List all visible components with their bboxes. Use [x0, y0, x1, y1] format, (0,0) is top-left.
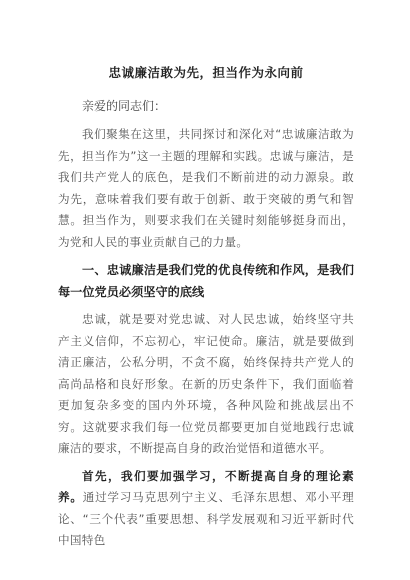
greeting: 亲爱的同志们： [82, 99, 167, 113]
section-1-paragraph: 忠诚，就是要对党忠诚、对人民忠诚，始终坚守共产主义信仰，不忘初心，牢记使命。廉洁，就是要做到清正廉洁，公私分明，不贪不腐，始终保持共产党人的高尚品格和良好形象。在新的历史条件下，我们面临着更加复杂多变的国内外环境，各种风险和挑战层出不穷。这就要求我们每一位党员都要更加自觉地践行忠诚廉洁的要求，不断提高自身的政治觉悟和道德水平。 [58, 312, 354, 455]
firstly-paragraph [58, 466, 354, 552]
firstly-body: 通过学习马克思列宁主义、毛泽东思想、邓小平理论、“三个代表”重要思想、科学发展观和习近平新时代中国特色 [58, 490, 354, 547]
section-1-heading: 一、忠诚廉洁是我们党的优良传统和作风，是我们每一位党员必须坚守的底线 [58, 263, 354, 299]
firstly-lead: 首先，我们要加强学习，不断提高自身的理论素养。 [58, 468, 354, 504]
document-title: 忠诚廉洁敢为先，担当作为永向前 [108, 65, 304, 80]
intro-paragraph: 我们聚集在这里，共同探讨和深化对“忠诚廉洁敢为先，担当作为”这一主题的理解和实践。忠诚与廉洁，是我们共产党人的底色，是我们不断前进的动力源泉。敢为先，意味着我们要有敢于创新、敢于突破的勇气和智慧。担当作为，则要求我们在关键时刻能够挺身而出，为党和人民的事业贡献自己的力量。 [58, 127, 354, 249]
